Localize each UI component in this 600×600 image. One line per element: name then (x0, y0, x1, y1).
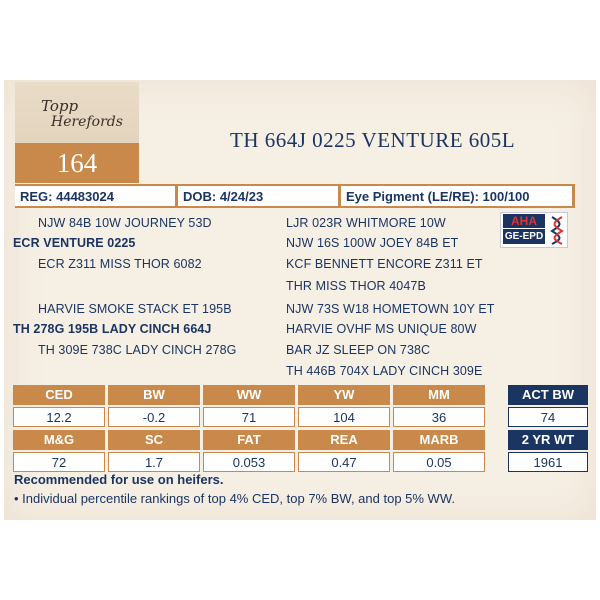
recommendation-note: Recommended for use on heifers. (14, 472, 224, 487)
two-yr-wt-header: 2 YR WT (508, 430, 588, 450)
pedigree-sire-dam: ECR Z311 MISS THOR 6082 (38, 257, 202, 271)
lot-card (4, 80, 596, 520)
epd-header-ww: WW (203, 385, 295, 405)
epd-value-sc: 1.7 (108, 452, 200, 472)
ge-epd-label: GE-EPD (504, 231, 544, 242)
animal-name: TH 664J 0225 VENTURE 605L (230, 128, 516, 152)
pedigree-dam-sire: HARVIE SMOKE STACK ET 195B (38, 302, 232, 316)
registration-number: REG: 44483024 (15, 186, 175, 206)
pedigree-dam: TH 278G 195B LADY CINCH 664J (13, 322, 212, 336)
date-of-birth: DOB: 4/24/23 (178, 186, 338, 206)
aha-ge-epd-badge (500, 212, 568, 248)
logo-text (41, 98, 131, 130)
epd-header-rea: REA (298, 430, 390, 450)
pedigree-dam-dam: TH 309E 738C LADY CINCH 278G (38, 343, 237, 357)
pedigree-r1: LJR 023R WHITMORE 10W (286, 216, 446, 230)
lot-number: 164 (56, 148, 98, 178)
epd-header-marb: MARB (393, 430, 485, 450)
epd-header-bw: BW (108, 385, 200, 405)
pedigree-sire-sire: NJW 84B 10W JOURNEY 53D (38, 216, 212, 230)
epd-header-mm: MM (393, 385, 485, 405)
epd-header-yw: YW (298, 385, 390, 405)
epd-value-bw: -0.2 (108, 407, 200, 427)
info-bar (15, 184, 575, 208)
pedigree-sire: ECR VENTURE 0225 (13, 236, 136, 250)
epd-value-mm: 36 (393, 407, 485, 427)
epd-value-ww: 71 (203, 407, 295, 427)
pedigree-r7: BAR JZ SLEEP ON 738C (286, 343, 431, 357)
pedigree-r6: HARVIE OVHF MS UNIQUE 80W (286, 322, 477, 336)
lot-number-box (15, 143, 139, 183)
epd-value-rea: 0.47 (298, 452, 390, 472)
logo-line1: Topp (41, 97, 79, 115)
aha-label: AHA (503, 214, 545, 228)
epd-header-mg: M&G (13, 430, 105, 450)
actual-bw-header: ACT BW (508, 385, 588, 405)
epd-header-ced: CED (13, 385, 105, 405)
epd-value-fat: 0.053 (203, 452, 295, 472)
epd-value-mg: 72 (13, 452, 105, 472)
percentile-note: • Individual percentile rankings of top 4% CED, top 7% BW, and top 5% WW. (14, 491, 455, 506)
pedigree-r4: THR MISS THOR 4047B (286, 279, 426, 293)
epd-value-yw: 104 (298, 407, 390, 427)
epd-value-ced: 12.2 (13, 407, 105, 427)
eye-pigment: Eye Pigment (LE/RE): 100/100 (341, 186, 572, 206)
dna-icon (550, 215, 564, 245)
actual-bw-value: 74 (508, 407, 588, 427)
epd-header-sc: SC (108, 430, 200, 450)
pedigree-r3: KCF BENNETT ENCORE Z311 ET (286, 257, 483, 271)
pedigree-r5: NJW 73S W18 HOMETOWN 10Y ET (286, 302, 495, 316)
epd-value-marb: 0.05 (393, 452, 485, 472)
pedigree-r8: TH 446B 704X LADY CINCH 309E (286, 364, 483, 378)
logo-line2: Herefords (51, 114, 123, 130)
epd-header-fat: FAT (203, 430, 295, 450)
two-yr-wt-value: 1961 (508, 452, 588, 472)
pedigree-r2: NJW 16S 100W JOEY 84B ET (286, 236, 459, 250)
